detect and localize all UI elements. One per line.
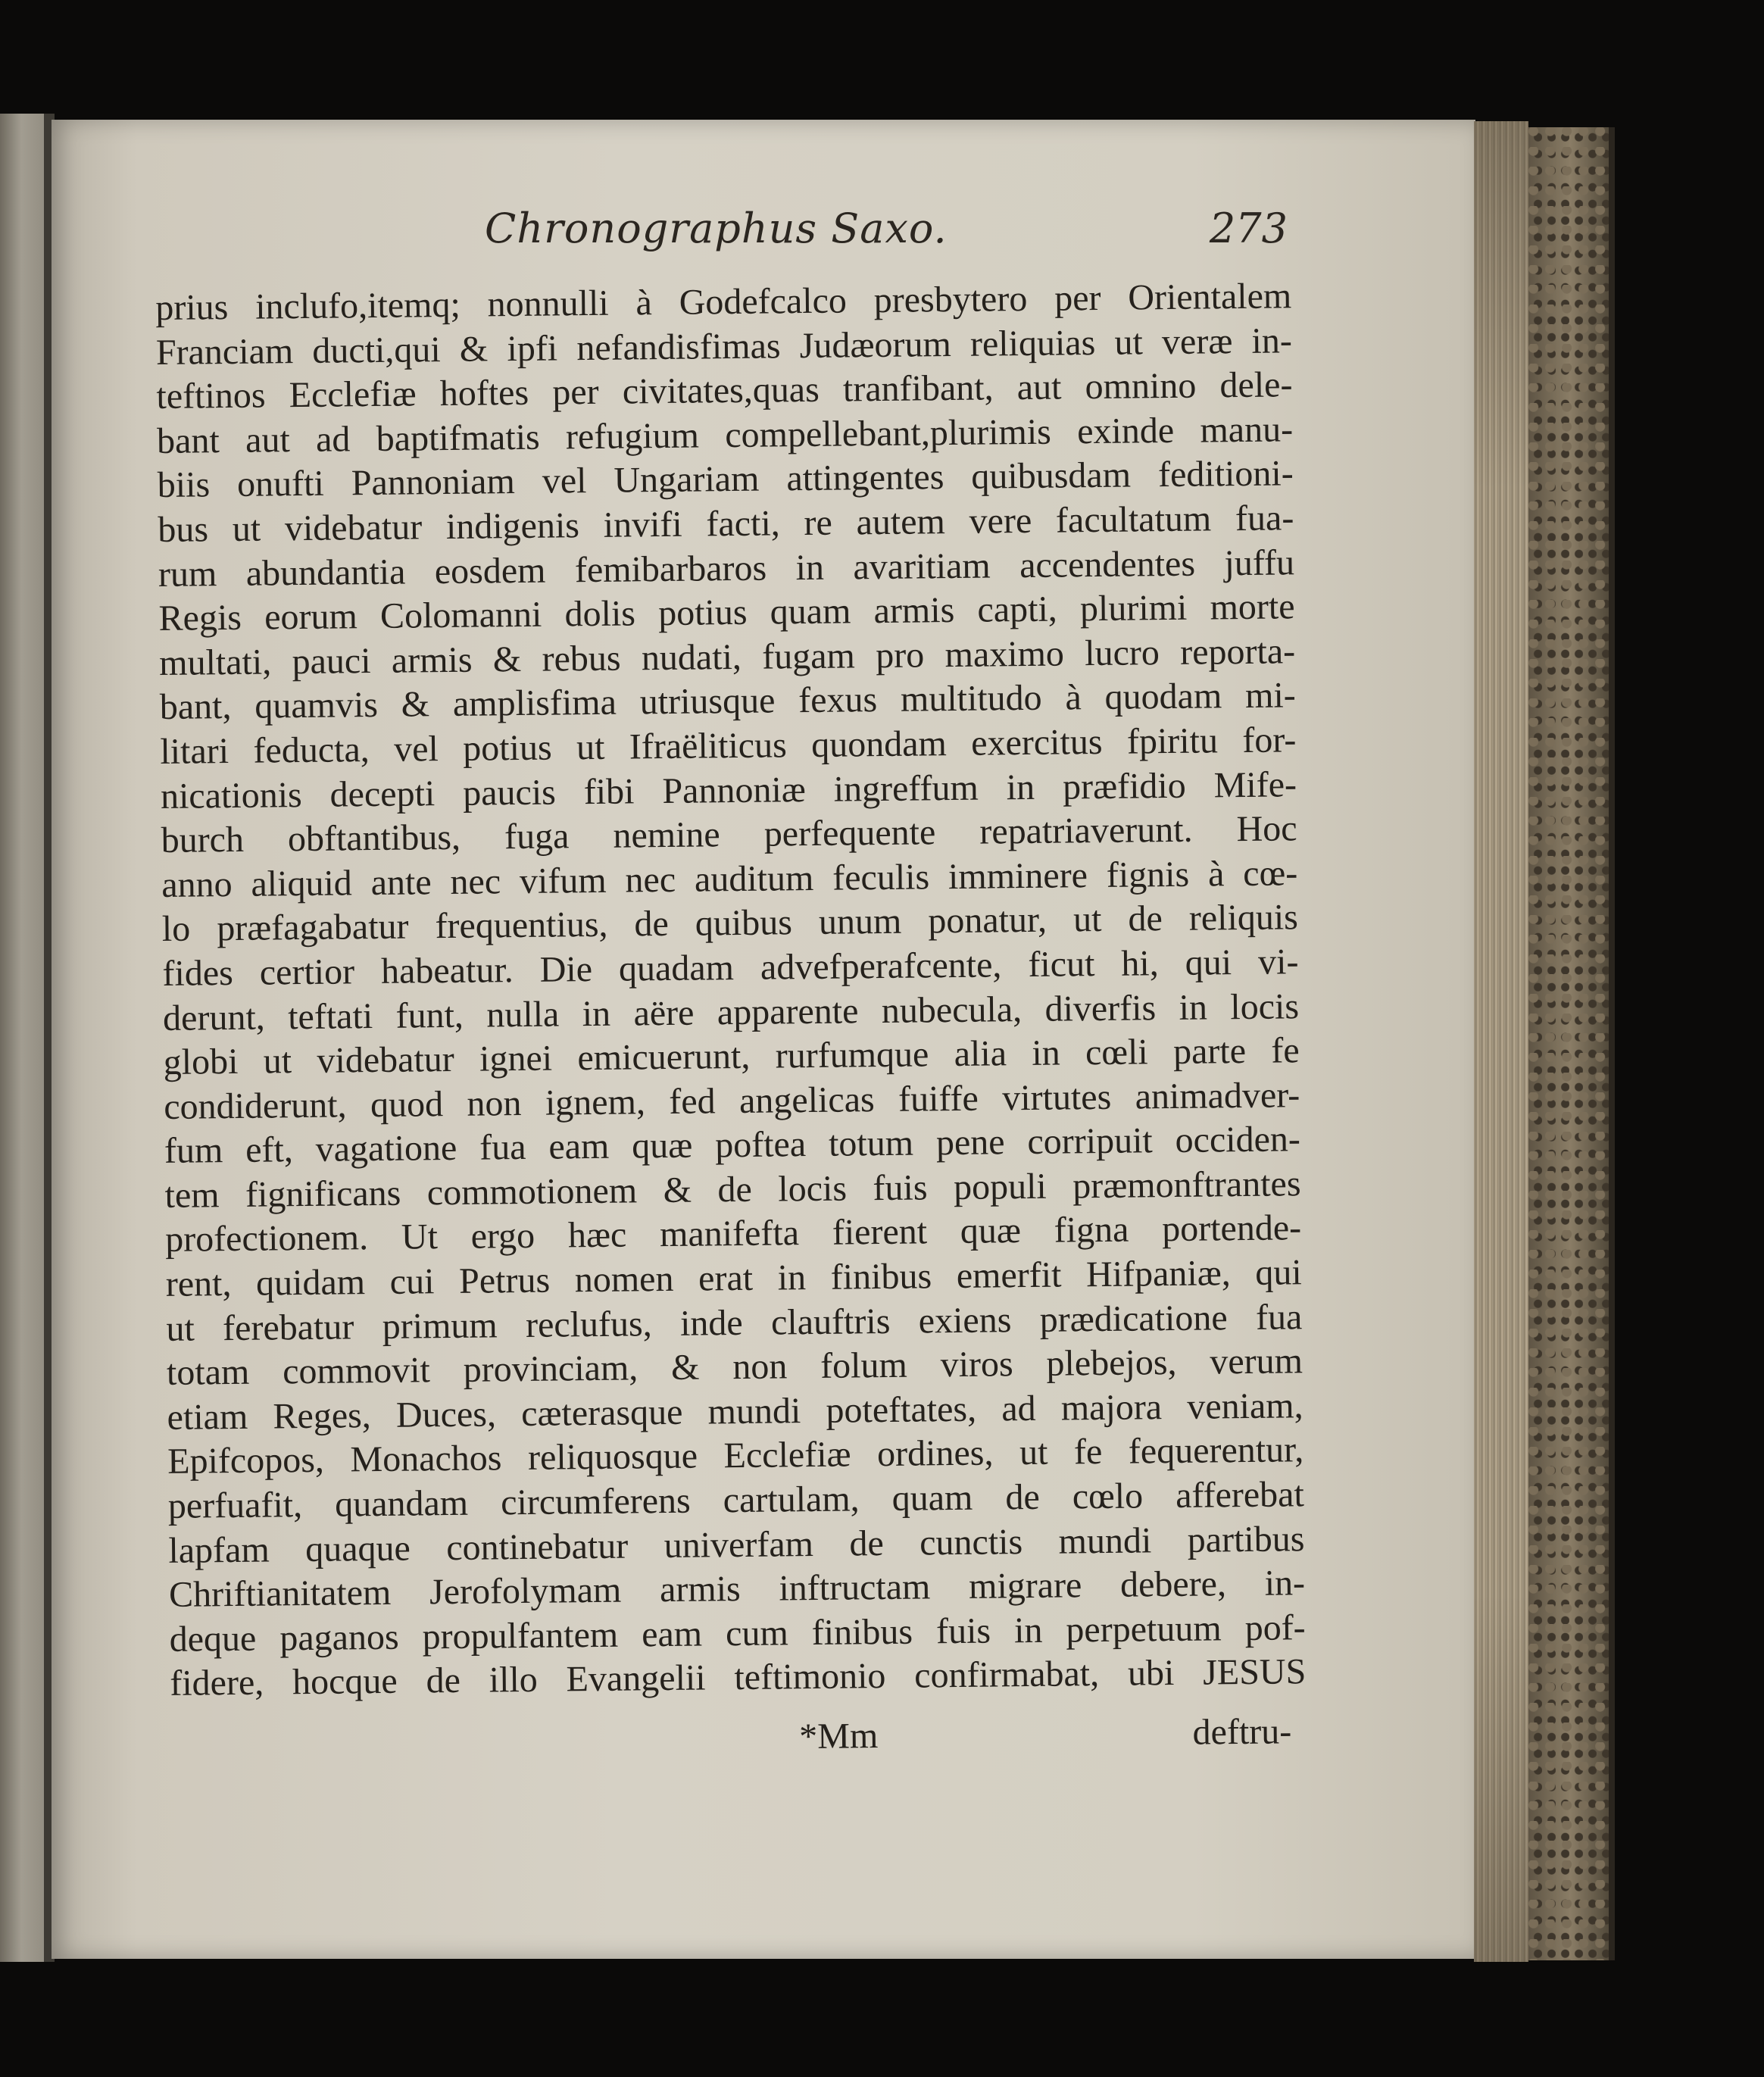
text-line: ut ferebatur primum reclufus, inde clauftris exiens prædicatione fua	[166, 1296, 1303, 1349]
text-line: bant, quamvis & amplisfima utriusque fexus multitudo à quodam mi-	[159, 675, 1297, 728]
page-number: 273	[1209, 205, 1288, 252]
signature-mark: *Mm	[798, 1716, 879, 1757]
marbled-cover	[1528, 127, 1612, 1960]
text-line: rent, quidam cui Petrus nomen erat in finibus emerfit Hifpaniæ, qui	[165, 1252, 1302, 1304]
cover-edge	[1609, 127, 1615, 1960]
text-line: derunt, teftati funt, nulla in aëre apparente nubecula, diverfis in locis	[162, 985, 1300, 1038]
page-header	[106, 205, 1288, 273]
text-line: rum abundantia eosdem femibarbaros in avaritiam accendentes juffu	[158, 542, 1295, 595]
text-line: etiam Reges, Duces, cæterasque mundi poteftates, ad majora veniam,	[167, 1385, 1303, 1438]
text-line: prius inclufo,itemq; nonnulli à Godefcalco presbytero per Orientalem	[155, 276, 1292, 328]
text-line: profectionem. Ut ergo hæc manifefta fierent quæ figna portende-	[164, 1207, 1302, 1260]
text-line: perfuafit, quandam circumferens cartulam, quam de cœlo afferebat	[167, 1474, 1305, 1526]
text-line: fidere, hocque de illo Evangelii teftimonio confirmabat, ubi JESUS	[170, 1651, 1307, 1704]
body-text	[155, 274, 1307, 1707]
text-line: tem fignificans commotionem & de locis fuis populi præmonftrantes	[164, 1163, 1301, 1216]
text-line: multati, pauci armis & rebus nudati, fugam pro maximo lucro reporta-	[158, 631, 1296, 683]
text-line: Epifcopos, Monachos reliquosque Ecclefiæ ordines, ut fe fequerentur,	[167, 1429, 1304, 1482]
text-line: fides certior habeatur. Die quadam advefperafcente, ficut hi, qui vi-	[162, 942, 1299, 994]
text-line: lo præfagabatur frequentius, de quibus unum ponatur, ut de reliquis	[161, 897, 1299, 950]
text-line: fum eft, vagatione fua eam quæ poftea totum pene corripuit occiden-	[164, 1119, 1301, 1172]
text-line: nicationis decepti paucis fibi Pannoniæ ingreffum in præfidio Mife-	[160, 764, 1297, 817]
page-edges-shade	[1474, 121, 1528, 1962]
text-line: lapfam quaque continebatur univerfam de cunctis mundi partibus	[168, 1518, 1305, 1571]
text-line: globi ut videbatur ignei emicuerunt, rurfumque alia in cœli parte fe	[163, 1030, 1300, 1083]
text-line: burch obftantibus, fuga nemine perfequente repatriaverunt. Hoc	[161, 808, 1297, 861]
text-line: Regis eorum Colomanni dolis potius quam armis capti, plurimi morte	[158, 586, 1295, 639]
text-line: bant aut ad baptifmatis refugium compellebant,plurimis exinde manu-	[156, 409, 1294, 461]
text-line: Chriftianitatem Jerofolymam armis inftructam migrare debere, in-	[168, 1563, 1306, 1616]
text-line: totam commovit provinciam, & non folum viros plebejos, verum	[166, 1341, 1303, 1394]
text-line: bus ut videbatur indigenis invifi facti, re autem vere facultatum fua-	[158, 498, 1294, 550]
running-title: Chronographus Saxo.	[485, 205, 948, 252]
text-line: Franciam ducti,qui & ipfi nefandisfimas Judæorum reliquias ut veræ in-	[155, 320, 1293, 373]
text-line: biis onufti Pannoniam vel Ungariam attingentes quibusdam feditioni-	[157, 453, 1294, 506]
text-line: teftinos Ecclefiæ hoftes per civitates,quas tranfibant, aut omnino dele-	[156, 364, 1293, 417]
text-line: condiderunt, quod non ignem, fed angelicas fuiffe virtutes animadver-	[164, 1074, 1300, 1127]
text-line: anno aliquid ante nec vifum nec auditum feculis imminere fignis à cœ-	[161, 852, 1298, 905]
catchword: deftru-	[1192, 1711, 1292, 1753]
text-line: litari feducta, vel potius ut Ifraëliticus quondam exercitus fpiritu for-	[160, 720, 1297, 772]
text-line: deque paganos propulfantem eam cum finibus fuis in perpetuum pof-	[169, 1607, 1306, 1660]
